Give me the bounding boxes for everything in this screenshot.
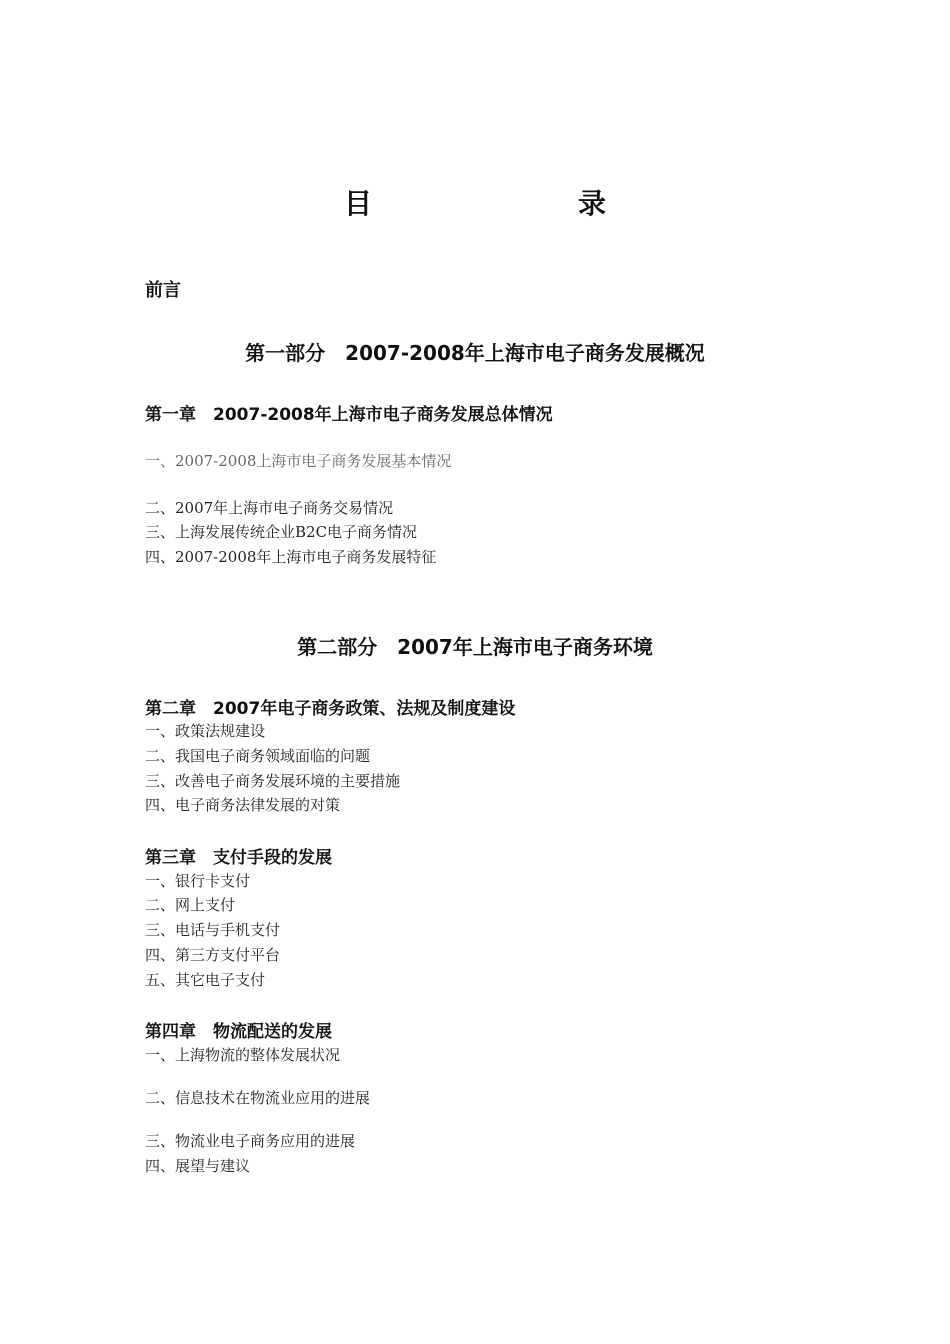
toc-item[interactable]: 三、物流业电子商务应用的进展 — [145, 1132, 356, 1150]
toc-item[interactable]: 三、电话与手机支付 — [145, 921, 281, 939]
toc-item[interactable]: 二、网上支付 — [145, 896, 236, 914]
chapter-heading-2[interactable]: 第二章 2007年电子商务政策、法规及制度建设 — [145, 699, 516, 719]
chapter-heading-4[interactable]: 第四章 物流配送的发展 — [145, 1022, 332, 1042]
toc-entry-preface[interactable]: 前言 — [145, 280, 181, 301]
chapter-heading-3[interactable]: 第三章 支付手段的发展 — [145, 848, 332, 868]
toc-title: 目 录 — [343, 187, 656, 220]
toc-item[interactable]: 二、信息技术在物流业应用的进展 — [145, 1089, 371, 1107]
toc-item[interactable]: 一、上海物流的整体发展状况 — [145, 1046, 341, 1064]
toc-item[interactable]: 四、电子商务法律发展的对策 — [145, 796, 341, 814]
toc-item[interactable]: 一、政策法规建设 — [145, 722, 266, 740]
toc-item[interactable]: 一、银行卡支付 — [145, 872, 251, 890]
toc-item[interactable]: 四、第三方支付平台 — [145, 946, 281, 964]
toc-item[interactable]: 四、展望与建议 — [145, 1157, 251, 1175]
toc-item[interactable]: 三、上海发展传统企业B2C电子商务情况 — [145, 523, 418, 541]
toc-item[interactable]: 一、2007-2008上海市电子商务发展基本情况 — [145, 452, 452, 470]
part-heading-2[interactable]: 第二部分 2007年上海市电子商务环境 — [297, 635, 653, 659]
chapter-heading-1[interactable]: 第一章 2007-2008年上海市电子商务发展总体情况 — [145, 405, 553, 425]
part-heading-1[interactable]: 第一部分 2007-2008年上海市电子商务发展概况 — [245, 341, 705, 365]
toc-item[interactable]: 二、2007年上海市电子商务交易情况 — [145, 499, 394, 517]
toc-item[interactable]: 二、我国电子商务领域面临的问题 — [145, 747, 371, 765]
toc-item[interactable]: 五、其它电子支付 — [145, 971, 266, 989]
toc-item[interactable]: 三、改善电子商务发展环境的主要措施 — [145, 772, 401, 790]
toc-item[interactable]: 四、2007-2008年上海市电子商务发展特征 — [145, 548, 437, 566]
